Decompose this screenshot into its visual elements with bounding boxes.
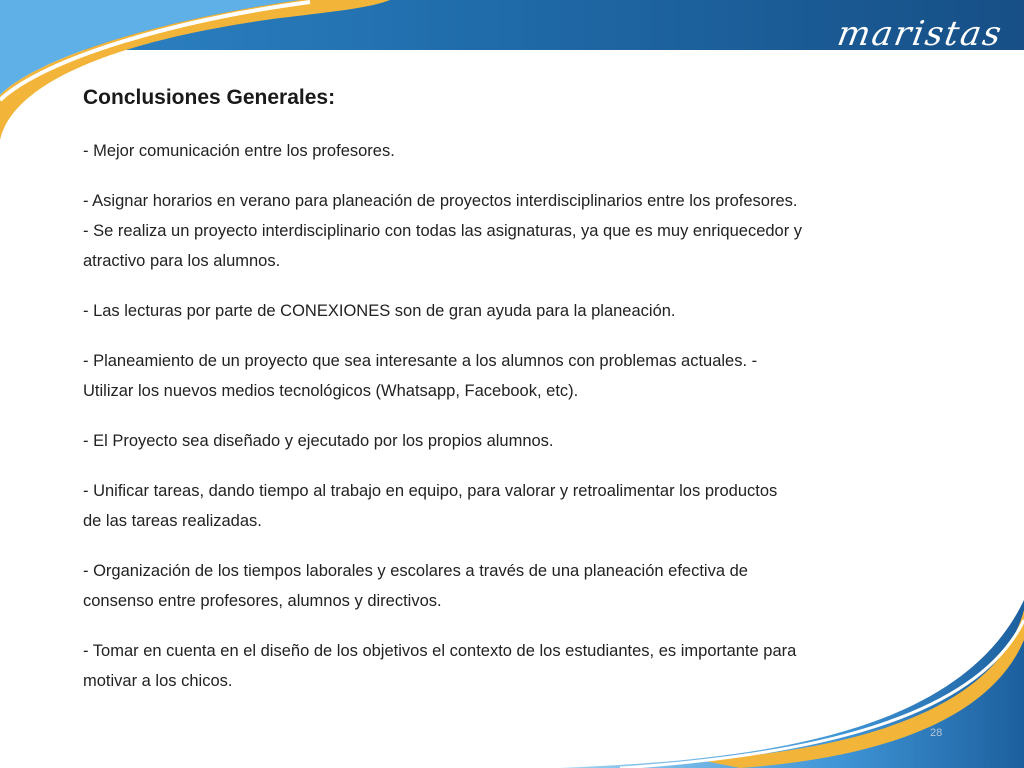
conclusion-line: - Mejor comunicación entre los profesores.: [83, 142, 395, 160]
conclusion-line: - Tomar en cuenta en el diseño de los objetivos el contexto de los estudiantes, es importante para: [83, 642, 797, 660]
conclusion-line: Utilizar los nuevos medios tecnológicos (Whatsapp, Facebook, etc).: [83, 382, 579, 400]
conclusion-line: - El Proyecto sea diseñado y ejecutado por los propios alumnos.: [83, 432, 554, 450]
conclusion-paragraph: [83, 346, 953, 406]
conclusion-paragraph: [83, 136, 953, 166]
conclusion-paragraph: [83, 296, 953, 326]
slide-content: [83, 86, 953, 716]
conclusion-paragraph: [83, 556, 953, 616]
conclusion-line: de las tareas realizadas.: [83, 512, 262, 530]
conclusion-line: - Las lecturas por parte de CONEXIONES son de gran ayuda para la planeación.: [83, 302, 676, 320]
conclusion-line: - Unificar tareas, dando tiempo al trabajo en equipo, para valorar y retroalimentar los productos: [83, 482, 778, 500]
conclusion-line: atractivo para los alumnos.: [83, 252, 281, 270]
conclusion-line: - Organización de los tiempos laborales y escolares a través de una planeación efectiva de: [83, 562, 748, 580]
conclusion-paragraph: [83, 186, 953, 276]
conclusion-paragraph: [83, 476, 953, 536]
conclusion-line: - Asignar horarios en verano para planeación de proyectos interdisciplinarios entre los profesores.: [83, 192, 798, 210]
conclusion-line: - Se realiza un proyecto interdisciplinario con todas las asignaturas, ya que es muy enriquecedor y: [83, 222, 803, 240]
page-number: 28: [930, 727, 943, 739]
conclusion-paragraph: [83, 636, 953, 696]
conclusion-paragraph: [83, 426, 953, 456]
slide-title: Conclusiones Generales:: [83, 86, 336, 109]
conclusion-line: motivar a los chicos.: [83, 672, 233, 690]
maristas-logo: maristas: [834, 14, 1006, 54]
conclusion-line: - Planeamiento de un proyecto que sea interesante a los alumnos con problemas actuales. -: [83, 352, 758, 370]
conclusion-line: consenso entre profesores, alumnos y directivos.: [83, 592, 442, 610]
